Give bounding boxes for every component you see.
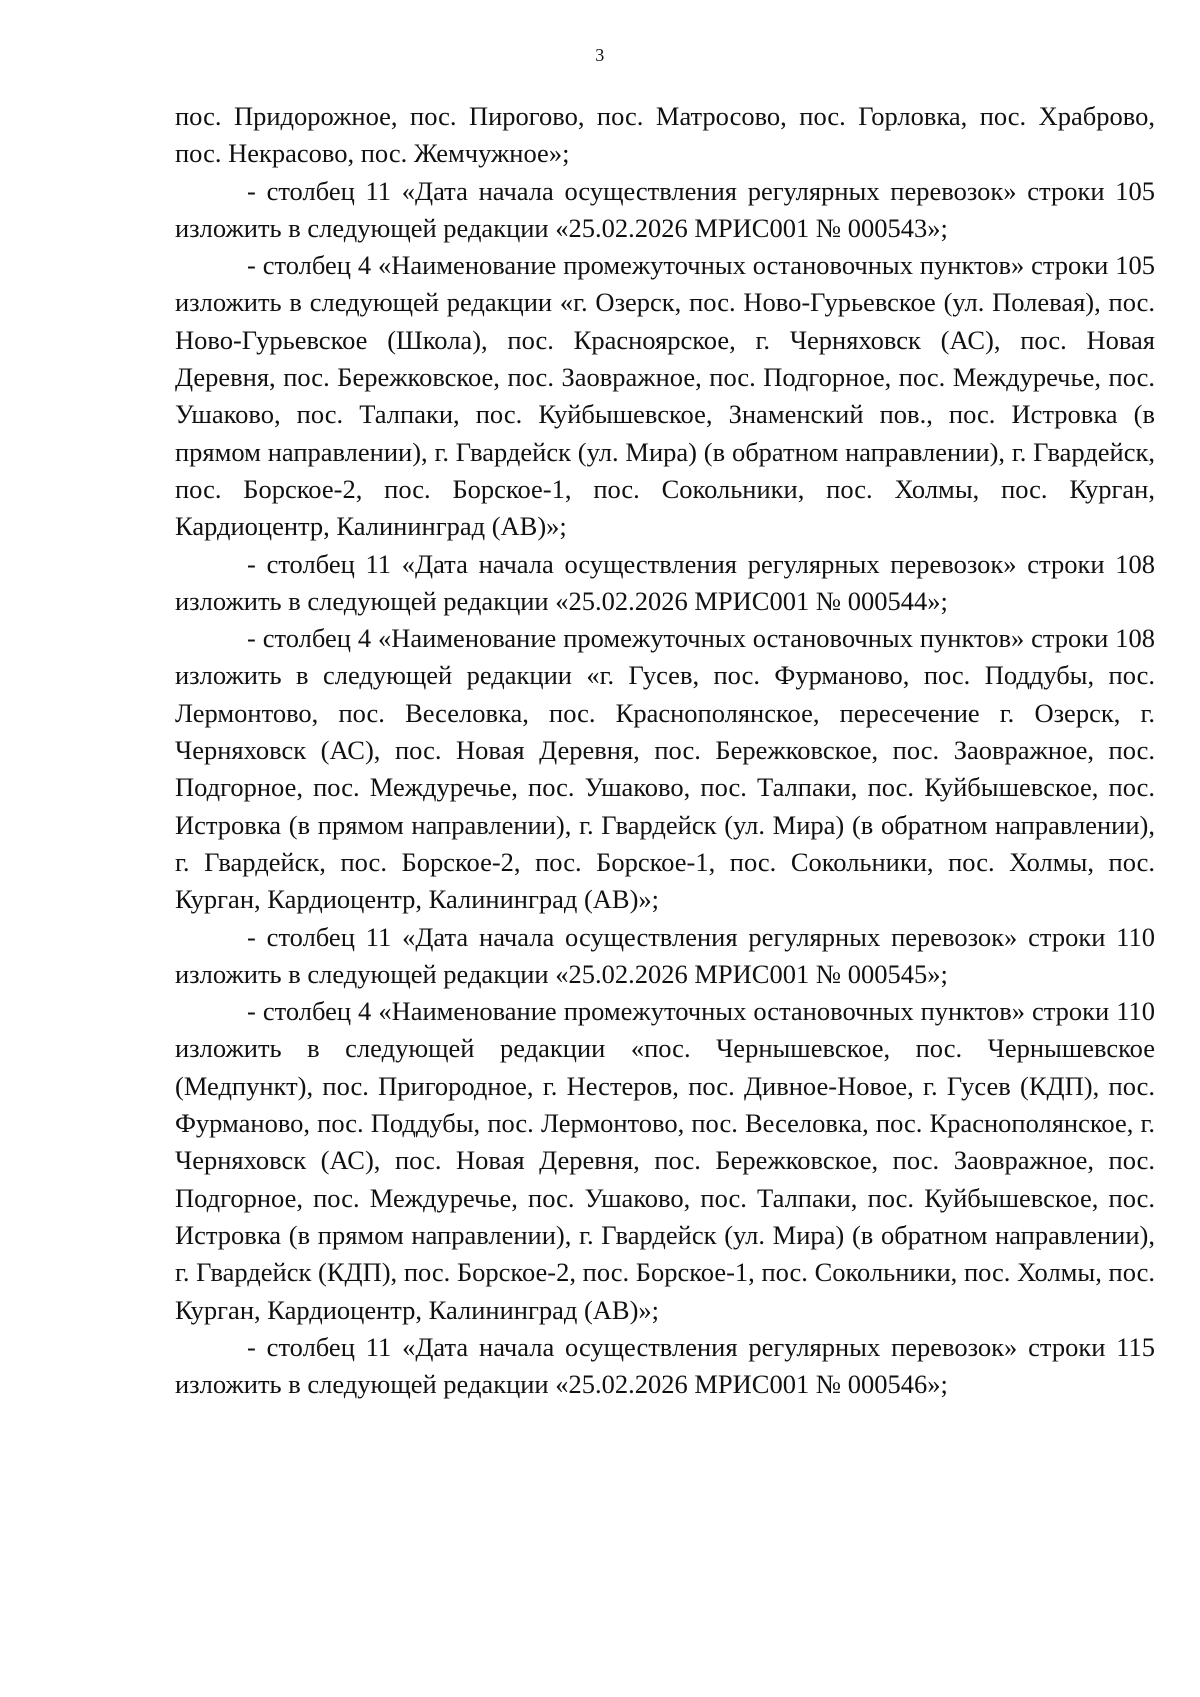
document-body	[175, 98, 1155, 1403]
page-number: 3	[595, 45, 605, 65]
paragraph: - столбец 11 «Дата начала осуществления регулярных перевозок» строки 115 изложить в следующей редакции «25.02.2026 МРИС001 № 000546»;	[175, 1331, 1155, 1400]
paragraph: - столбец 11 «Дата начала осуществления регулярных перевозок» строки 110 изложить в следующей редакции «25.02.2026 МРИС001 № 000545»;	[175, 921, 1155, 989]
paragraph: - столбец 4 «Наименование промежуточных остановочных пунктов» строки 108 изложить в следующей редакции «г. Гусев, пос. Фурманово, пос. Поддубы, пос. Лермонтово, пос. Веселовка, пос. Краснополянское, пересечение г. Озерск, г. Черняховск (АС), пос. Новая Деревня, пос. Бережковское, пос. Заовражное, пос. Подгорное, пос. Междуречье, пос. Ушаково, пос. Талпаки, пос. Куйбышевское, пос. Истровка (в прямом направлении), г. Гвардейск (ул. Мира) (в обратном направлении), г. Гвардейск, пос. Борское-2, пос. Борское-1, пос. Сокольники, пос. Холмы, пос. Курган, Кардиоцентр, Калининград (АВ)»;	[175, 623, 1155, 915]
paragraph: - столбец 11 «Дата начала осуществления регулярных перевозок» строки 108 изложить в следующей редакции «25.02.2026 МРИС001 № 000544»;	[175, 548, 1155, 616]
paragraph: - столбец 11 «Дата начала осуществления регулярных перевозок» строки 105 изложить в следующей редакции «25.02.2026 МРИС001 № 000543»;	[175, 175, 1155, 243]
paragraph: - столбец 4 «Наименование промежуточных остановочных пунктов» строки 110 изложить в следующей редакции «пос. Чернышевское, пос. Чернышевское (Медпункт), пос. Пригородное, г. Нестеров, пос. Дивное-Новое, г. Гусев (КДП), пос. Фурманово, пос. Поддубы, пос. Лермонтово, пос. Веселовка, пос. Краснополянское, г. Черняховск (АС), пос. Новая Деревня, пос. Бережковское, пос. Заовражное, пос. Подгорное, пос. Междуречье, пос. Ушаково, пос. Талпаки, пос. Куйбышевское, пос. Истровка (в прямом направлении), г. Гвардейск (ул. Мира) (в обратном направлении), г. Гвардейск (КДП), пос. Борское-2, пос. Борское-1, пос. Сокольники, пос. Холмы, пос. Курган, Кардиоцентр, Калининград (АВ)»;	[175, 996, 1155, 1325]
paragraph: - столбец 4 «Наименование промежуточных остановочных пунктов» строки 105 изложить в следующей редакции «г. Озерск, пос. Ново-Гурьевское (ул. Полевая), пос. Ново-Гурьевское (Школа), пос. Красноярское, г. Черняховск (АС), пос. Новая Деревня, пос. Бережковское, пос. Заовражное, пос. Подгорное, пос. Междуречье, пос. Ушаково, пос. Талпаки, пос. Куйбышевское, Знаменский пов., пос. Истровка (в прямом направлении), г. Гвардейск (ул. Мира) (в обратном направлении), г. Гвардейск, пос. Борское-2, пос. Борское-1, пос. Сокольники, пос. Холмы, пос. Курган, Кардиоцентр, Калининград (АВ)»;	[175, 250, 1155, 542]
paragraph: пос. Придорожное, пос. Пирогово, пос. Матросово, пос. Горловка, пос. Храброво, пос. Некрасово, пос. Жемчужное»;	[175, 101, 1155, 169]
